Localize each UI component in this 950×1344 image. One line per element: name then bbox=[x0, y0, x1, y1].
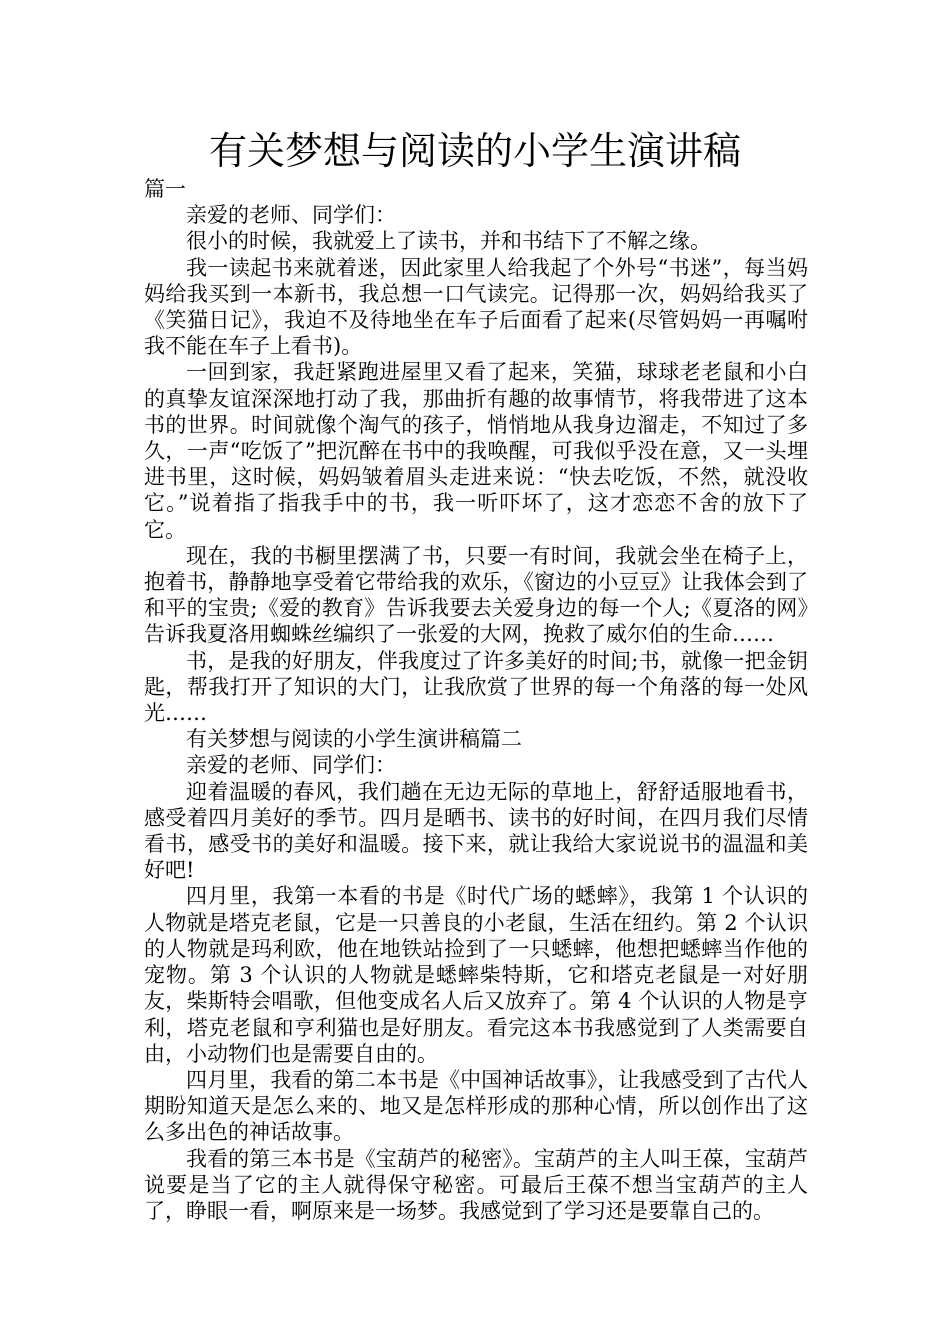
paragraph-salutation: 亲爱的老师、同学们： bbox=[186, 203, 396, 228]
paragraph: 四月里，我第一本看的书是《时代广场的蟋蟀》，我第 1 个认识的人物就是塔克老鼠，它是一只善良的小老鼠，生活在纽约。第 2 个认识的人物就是玛利欧，他在地铁站捡到了一只蟋蟀，他想把蟋蟀当作他的宠物。第 3 个认识的人物就是蟋蟀柴特斯，它和塔克老鼠是一对好朋友，柴斯特会唱歌，但他变成名人后又放弃了。第 4 个认识的人物是亨利，塔克老鼠和亨利猫也是好朋友。看完这本书我感觉到了人类需要自由，小动物们也是需要自由的。 bbox=[144, 884, 808, 1066]
section-label: 篇一 bbox=[144, 177, 186, 201]
paragraph-salutation: 亲爱的老师、同学们： bbox=[186, 753, 396, 778]
paragraph: 迎着温暖的春风，我们趟在无边无际的草地上，舒舒适服地看书，感受着四月美好的季节。四月是晒书、读书的好时间，在四月我们尽情看书，感受书的美好和温暖。接下来，就让我给大家说说书的温温和美好吧! bbox=[144, 779, 808, 883]
document-title: 有关梦想与阅读的小学生演讲稿 bbox=[208, 129, 741, 173]
paragraph: 四月里，我看的第二本书是《中国神话故事》，让我感受到了古代人期盼知道天是怎么来的、地又是怎样形成的那种心情，所以创作出了这么多出色的神话故事。 bbox=[144, 1067, 808, 1145]
paragraph: 我看的第三本书是《宝葫芦的秘密》。宝葫芦的主人叫王葆，宝葫芦说要是当了它的主人就得保守秘密。可最后王葆不想当宝葫芦的主人了，睁眼一看，啊原来是一场梦。我感觉到了学习还是要靠自己的。 bbox=[144, 1146, 808, 1223]
document-body bbox=[144, 176, 808, 1224]
section-heading: 有关梦想与阅读的小学生演讲稿篇二 bbox=[186, 727, 522, 752]
paragraph: 一回到家，我赶紧跑进屋里又看了起来，笑猫，球球老老鼠和小白的真挚友谊深深地打动了我，那曲折有趣的故事情节，将我带进了这本书的世界。时间就像个淘气的孩子，悄悄地从我身边溜走，不知过了多久，一声“吃饭了”把沉醉在书中的我唤醒，可我似乎没在意，又一头埋进书里，这时候，妈妈皱着眉头走进来说：“快去吃饭，不然，就没收它。”说着指了指我手中的书，我一听吓坏了，这才恋恋不舍的放下了它。 bbox=[144, 360, 808, 542]
paragraph: 书，是我的好朋友，伴我度过了许多美好的时间;书，就像一把金钥匙，帮我打开了知识的大门，让我欣赏了世界的每一个角落的每一处风光…… bbox=[144, 648, 808, 726]
paragraph: 很小的时候，我就爱上了读书，并和书结下了不解之缘。 bbox=[186, 229, 711, 254]
paragraph: 我一读起书来就着迷，因此家里人给我起了个外号“书迷”，每当妈妈给我买到一本新书，我总想一口气读完。记得那一次，妈妈给我买了《笑猫日记》，我迫不及待地坐在车子后面看了起来(尽管妈妈一再嘱咐我不能在车子上看书)。 bbox=[144, 255, 808, 359]
paragraph: 现在，我的书橱里摆满了书，只要一有时间，我就会坐在椅子上，抱着书，静静地享受着它带给我的欢乐，《窗边的小豆豆》让我体会到了和平的宝贵;《爱的教育》告诉我要去关爱身边的每一个人;《夏洛的网》告诉我夏洛用蜘蛛丝编织了一张爱的大网，挽救了威尔伯的生命…… bbox=[144, 543, 808, 647]
